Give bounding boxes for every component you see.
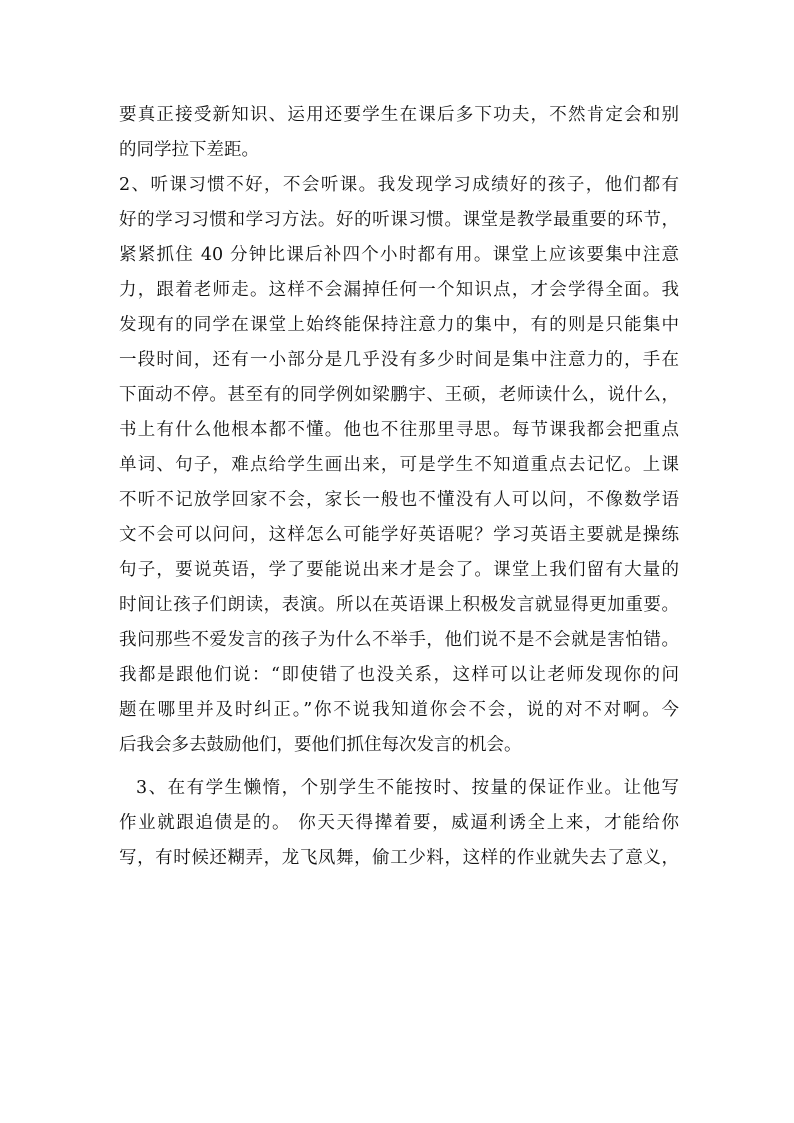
text-line: 好的学习习惯和学习方法。好的听课习惯。课堂是教学最重要的环节， [119, 210, 679, 230]
paragraph-gap [119, 763, 679, 771]
text-line: 写，有时候还糊弄，龙飞凤舞，偷工少料，这样的作业就失去了意义， [119, 848, 679, 868]
text-line: 后我会多去鼓励他们，要他们抓住每次发言的机会。 [119, 735, 522, 755]
document-body [119, 98, 679, 876]
text-line: 我问那些不爱发言的孩子为什么不举手，他们说不是不会就是害怕错。 [119, 630, 679, 650]
text-line: 的同学拉下差距。 [119, 140, 259, 160]
text-line: 要真正接受新知识、运用还要学生在课后多下功夫，不然肯定会和别 [119, 105, 679, 125]
text-line: 题在哪里并及时纠正。”你不说我知道你会不会，说的对不对啊。今 [119, 700, 679, 720]
text-line: 我都是跟他们说：“即使错了也没关系，这样可以让老师发现你的问 [119, 665, 679, 685]
text-line: 书上有什么他根本都不懂。他也不往那里寻思。每节课我都会把重点 [119, 420, 679, 440]
text-line: 作业就跟追债是的。 你天天得撵着要，威逼利诱全上来，才能给你 [119, 813, 679, 833]
text-line: 时间让孩子们朗读，表演。所以在英语课上积极发言就显得更加重要。 [119, 595, 679, 615]
text-line: 一段时间，还有一小部分是几乎没有多少时间是集中注意力的，手在 [119, 350, 679, 370]
text-line: 句子，要说英语，学了要能说出来才是会了。课堂上我们留有大量的 [119, 560, 679, 580]
text-line: 下面动不停。甚至有的同学例如梁鹏宇、王硕，老师读什么，说什么， [119, 385, 679, 405]
text-line: 力，跟着老师走。这样不会漏掉任何一个知识点，才会学得全面。我 [119, 280, 679, 300]
text-line: 发现有的同学在课堂上始终能保持注意力的集中，有的则是只能集中 [119, 315, 679, 335]
text-line: 文不会可以问问，这样怎么可能学好英语呢？学习英语主要就是操练 [119, 525, 679, 545]
text-line: 不听不记放学回家不会，家长一般也不懂没有人可以问，不像数学语 [119, 490, 679, 510]
text-line: 2、听课习惯不好，不会听课。我发现学习成绩好的孩子，他们都有 [119, 175, 679, 195]
text-line: 单词、句子，难点给学生画出来，可是学生不知道重点去记忆。上课 [119, 455, 679, 475]
text-line: 3、在有学生懒惰，个别学生不能按时、按量的保证作业。让他写 [136, 778, 679, 798]
text-line: 紧紧抓住 40 分钟比课后补四个小时都有用。课堂上应该要集中注意 [119, 245, 679, 265]
